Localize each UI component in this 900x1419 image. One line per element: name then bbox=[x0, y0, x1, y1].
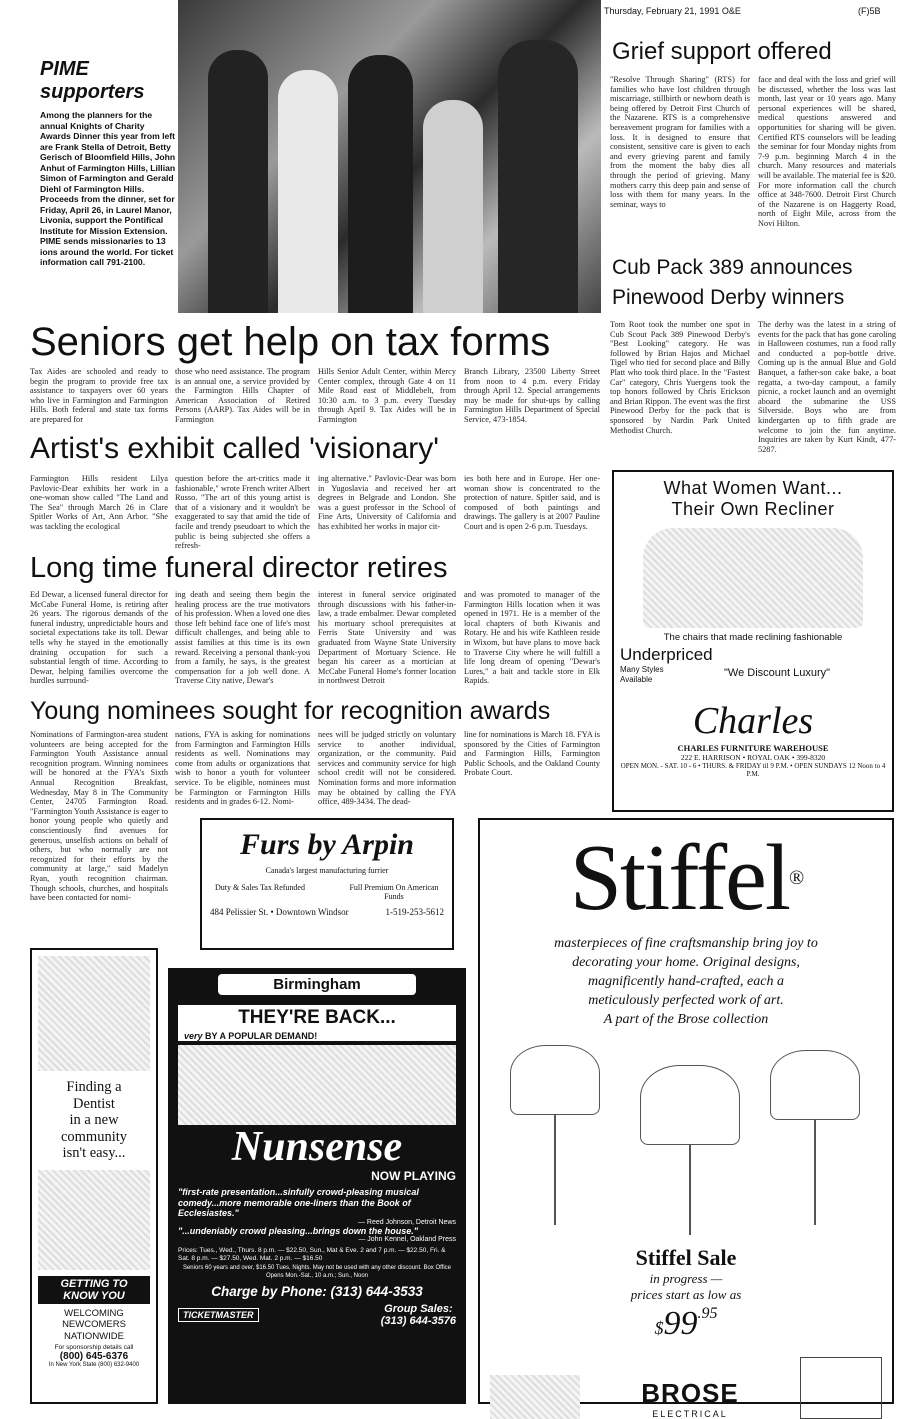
stiffel-ad bbox=[478, 818, 894, 1419]
birmingham-banner: Birmingham bbox=[218, 974, 416, 995]
stiffel-copy bbox=[490, 934, 882, 1029]
nunsense-group-1: Group Sales: bbox=[384, 1303, 453, 1315]
furs-services: Duty & Sales Tax Refunded bbox=[215, 883, 305, 892]
artist-col-4: ies both here and in Europe. Her one-woman show is concentrated to the protection of nature. Spitler said, and is composed of both paintings and drawings. The gallery is at 2007 Pauline Court and is open 2-6 p.m. Tuesdays. bbox=[464, 474, 600, 531]
stiffel-copy-1: masterpieces of fine craftsmanship bring joy to bbox=[554, 936, 818, 951]
artist-col-2: question before the art-critics made it fashionable," wrote French writer Albert Russo. "The art of this young artist is that of a visionary and it wouldn't be exaggerated to say that amid the tide of facile and trendy pseudoart to which the public is being subjected she offers a refresh- bbox=[175, 474, 310, 551]
funeral-col-1: Ed Dewar, a licensed funeral director for McCabe Funeral Home, is retiring after 26 years. The rigorous demands of the funeral industry, unpredictable hours and societal expectations take its toll. Dewar tells why he stayed in the emotionally draining occupation for such a substantial length of time. According to Dewar, helping families overcome the hurdles surround- bbox=[30, 590, 168, 686]
dentist-headline bbox=[38, 1079, 150, 1162]
dentist-line-2: Dentist bbox=[73, 1095, 115, 1112]
pime-headline-1: PIME bbox=[40, 58, 89, 80]
recliner-slogan: "We Discount Luxury" bbox=[724, 667, 831, 679]
dentist-tag-1: WELCOMING bbox=[64, 1307, 124, 1319]
cub-headline-1: Cub Pack 389 announces bbox=[612, 256, 853, 279]
nunsense-group-2: (313) 644-3576 bbox=[380, 1315, 456, 1327]
recliner-headline-1: What Women Want... bbox=[663, 478, 843, 498]
nunsense-quote-1-src: — Reed Johnson, Detroit News bbox=[357, 1218, 456, 1226]
cub-headline-2: Pinewood Derby winners bbox=[612, 286, 845, 309]
stiffel-sale-line-2: prices start as low as bbox=[630, 1287, 742, 1302]
nunsense-seniors: Seniors 60 years and over, $16.50 Tues. Nights. May not be used with any other discount. Box Office Opens Mon.-Sat., 10 a.m.; Sun., Noon bbox=[182, 1265, 452, 1279]
furs-line1: Canada's largest manufacturing furrier bbox=[265, 866, 389, 875]
dentist-tag-2: NEWCOMERS bbox=[62, 1319, 126, 1330]
cub-col-2: The derby was the latest in a string of events for the pack that has gone caroling in Halloween costumes, run a food rally and conducted a pop-bottle drive. Coming up is the annual Blue and Gold Banquet, a father-son cake bake, a boat regatta, a two-day campout, a family picnic, a rocket launch and an overnight aboard the submarine the USS Silverside. Boys who are from kindergarten up to fifth grade are welcome to join the fun anytime. Inquiries are taken by Kurt Kindt, 477-5287. bbox=[758, 320, 897, 454]
young-col-3: nees will be judged strictly on voluntary service to another individual, organization, or the community. Paid services and community service for high school credit will not be considered. Nomination forms and more information may be obtained by calling the FYA office, 489-3434. The dead- bbox=[318, 730, 456, 807]
stiffel-brand bbox=[490, 826, 882, 930]
brose-sub: ELECTRICAL bbox=[652, 1409, 728, 1419]
stiffel-trademark: ® bbox=[789, 867, 803, 889]
furs-phone: 1-519-253-5612 bbox=[385, 907, 444, 917]
nunsense-title: Nunsense bbox=[231, 1124, 403, 1170]
nunsense-headline: THEY'RE BACK... bbox=[178, 1005, 456, 1031]
dentist-phone: (800) 645-6376 bbox=[59, 1351, 129, 1362]
nunsense-charge: Charge by Phone: (313) 644-3533 bbox=[211, 1284, 423, 1299]
grief-headline: Grief support offered bbox=[612, 38, 832, 65]
recliner-headline-2: Their Own Recliner bbox=[671, 499, 835, 519]
dentist-sponsor: For sponsorship details call bbox=[54, 1344, 134, 1351]
seniors-col-1: Tax Aides are schooled and ready to begin the program to provide free tax assistance to taxpayers over 60 years who live in Farmington and Farmington Hills. Both federal and state tax forms are prepared for bbox=[30, 367, 168, 424]
recliner-address: 222 E. HARRISON • ROYAL OAK • 399-8320 bbox=[680, 753, 826, 762]
nunsense-sub bbox=[178, 1031, 456, 1041]
dentist-tag-3: NATIONWIDE bbox=[64, 1330, 124, 1342]
recliner-chair-image bbox=[643, 528, 863, 628]
furs-name: Furs by Arpin bbox=[240, 828, 414, 861]
funeral-col-3: interest in funeral service originated through discussions with his father-in-law, a trade embalmer. Dewar completed his mortuary school prerequisites at Ferris State University and was graduated from Wayne State University Department of Mortuary Science. He began his career as a mortician at McCabe Funeral Home's former location in northwest Detroit bbox=[318, 590, 456, 686]
gtky-line-1: GETTING TO bbox=[60, 1277, 128, 1290]
stiffel-copy-5: A part of the Brose collection bbox=[603, 1012, 769, 1027]
brose-logo: BROSE bbox=[641, 1378, 739, 1408]
pime-headline-2: supporters bbox=[40, 81, 145, 103]
grief-col-1: "Resolve Through Sharing" (RTS) for families who have lost children through miscarriage, stillbirth or newborn death is being offered by Detroit First Church of the Nazarene. RTS is a comprehensive bereavement program for families with a loss. It is designed to ensure that consistent, sensitive care is given to each and every grieving parent and family from the moment the baby dies all through the period of grieving. Many mothers carry this deep pain and sense of loss with them for many years. In the seminar, ways to bbox=[610, 75, 750, 209]
dentist-line-1: Finding a bbox=[66, 1079, 122, 1095]
nunsense-quote-2: "...undeniably crowd pleasing...brings down the house." bbox=[178, 1225, 419, 1236]
dentist-ny-phone: In New York State (800) 632-9400 bbox=[48, 1362, 140, 1368]
nunsense-prices: Prices: Tues., Wed., Thurs. 8 p.m. — $22.50, Sun., Mat & Eve. 2 and 7 p.m. — $22.50, Fri. & Sat. 8 p.m. — $27.50, Wed. Mat. 2 p.m. — $16.50 bbox=[178, 1247, 446, 1262]
young-col-1: Nominations of Farmington-area student volunteers are being accepted for the Farmington Youth Assistance annual recognition program. Winning nominees will be honored at the FYA's Sixth Annual Recognition Breakfast, Wednesday, May 8 in The Community Center, 24705 Farmington Road. "Farmington Youth Assistance is eager to honor young people who quietly and conscientiously find avenues for generous, unselfish actions on behalf of others, but who normally are not recognized for their efforts by the community at large," said Madelyn Ryan, youth recognition chairman. Though schools, churches, and hospitals have been contacted for nomi- bbox=[30, 730, 168, 903]
recliner-tagline: The chairs that made reclining fashionable bbox=[663, 632, 843, 643]
seniors-col-4: Branch Library, 23500 Liberty Street from noon to 4 p.m. every Friday through April 12. Special arrangements may be made for shut-ups by calling Farmington Hills Department of Special Service, 473-1854. bbox=[464, 367, 600, 424]
getting-to-know-you-logo bbox=[38, 1276, 150, 1304]
furs-currency: Full Premium On American Funds bbox=[349, 883, 439, 901]
stiffel-sale-line-1: in progress — bbox=[649, 1271, 723, 1286]
funeral-col-2: ing death and seeing them begin the healing process are the true motivators of his profession. When a loved one dies those left behind face one of life's most difficult challenges, and being able to assist families at this time is its own reward. Receiving a personal thank-you from a family, he says, is the greatest compensation for a job well done. A Traverse City native, Dewar's bbox=[175, 590, 310, 686]
artist-col-3: ing alternative." Pavlovic-Dear was born in Yugoslavia and received her art degrees in Belgrade and London. She was a guest professor in the School of Fine Arts, University of California and has exhibited her works in major cit- bbox=[318, 474, 456, 531]
nunsense-quote-1: "first-rate presentation...sinfully crowd-pleasing musical comedy...more memorable one-liners than the Book of Ecclesiastes." bbox=[178, 1187, 419, 1218]
recliner-styles: Many Styles Available bbox=[620, 665, 664, 684]
pime-caption-block bbox=[40, 58, 176, 298]
artist-headline: Artist's exhibit called 'visionary' bbox=[30, 432, 439, 465]
artist-col-1: Farmington Hills resident Lilya Pavlovic-Dear exhibits her work in a one-woman show called "The Land and The Sea" through March 26 in Clare Spitler Works of Art, Ann Arbor. "She was tackling the ecological bbox=[30, 474, 168, 531]
nunsense-quote-2-src: — John Kennel, Oakland Press bbox=[358, 1236, 456, 1243]
dateline: Thursday, February 21, 1991 O&E bbox=[604, 6, 741, 16]
stiffel-copy-4: meticulously perfected work of art. bbox=[588, 993, 784, 1008]
nunsense-sub-very: very bbox=[184, 1031, 203, 1041]
stiffel-footer bbox=[490, 1357, 882, 1419]
stiffel-lamps-illustration bbox=[490, 1035, 882, 1245]
recliner-ad bbox=[612, 470, 894, 812]
funeral-col-4: and was promoted to manager of the Farmington Hills location when it was opened in 1971. He is a member of the local chapters of both Kiwanis and Rotary. He and his wife Kathleen reside in Wixom, but have plans to move back to Traverse City where he will fulfill a life long dream of opening "Dewar's Lures," a bait and tackle store in Elk Rapids. bbox=[464, 590, 600, 686]
pime-photo-figures bbox=[178, 0, 601, 313]
furs-address: 484 Pelissier St. • Downtown Windsor bbox=[210, 907, 349, 917]
dentist-line-4: community bbox=[60, 1128, 128, 1145]
recliner-underpriced: Underpriced bbox=[620, 645, 713, 664]
stiffel-price bbox=[490, 1305, 882, 1343]
stiffel-brand-text: Stiffel bbox=[569, 826, 790, 930]
young-col-4: line for nominations is March 18. FYA is sponsored by the Cities of Farmington and Farmington Hills, Farmington Public Schools, and the Oakland County Probate Court. bbox=[464, 730, 600, 778]
stiffel-lamp-post-illustration bbox=[490, 1375, 580, 1419]
seniors-col-3: Hills Senior Adult Center, within Mercy Center complex, through Gate 4 on 11 Mile Road east of Middlebelt, from 10:30 a.m. to 3 p.m. every Tuesday through April 9. Tax Aides will be in Farmington bbox=[318, 367, 456, 424]
dentist-body-text bbox=[38, 1170, 150, 1270]
dentist-ad bbox=[30, 948, 158, 1404]
seniors-headline: Seniors get help on tax forms bbox=[30, 320, 551, 364]
nunsense-ad bbox=[168, 968, 466, 1404]
dentist-line-3: in a new bbox=[69, 1112, 119, 1128]
dentist-photo bbox=[38, 956, 150, 1071]
recliner-hours: OPEN MON. - SAT. 10 - 6 • THURS. & FRIDAY til 9 P.M. • OPEN SUNDAYS 12 Noon to 4 P.M. bbox=[620, 762, 886, 778]
cub-col-1: Tom Root took the number one spot in Cub Scout Pack 389 Pinewood Derby's "Best Looking" category. He was followed by Brian Hajos and Michael Tigel who tied for second place and Billy Platt who took third place. In the "Fastest Car" category, Chris Yuergens took the top honors followed by Chris Erickson and Brian Rippon. The event was the first Pinewood Derby for the pack that is sponsored by Nardin Park United Methodist Church. bbox=[610, 320, 750, 435]
page-number: (F)5B bbox=[858, 6, 881, 16]
seniors-col-2: those who need assistance. The program is an annual one, a service provided by the Farmington Hills Chapter of American Association of Retired Persons (AARP). Tax Aides will be in Farmington bbox=[175, 367, 310, 424]
stiffel-map bbox=[800, 1357, 882, 1419]
gtky-line-2: KNOW YOU bbox=[63, 1289, 125, 1302]
dentist-line-5: isn't easy... bbox=[62, 1145, 126, 1161]
nunsense-now-playing: NOW PLAYING bbox=[371, 1169, 456, 1183]
furs-ad bbox=[200, 818, 454, 950]
funeral-headline: Long time funeral director retires bbox=[30, 552, 448, 584]
grief-col-2: face and deal with the loss and grief will be discussed, whether the loss was last month, last year or 10 years ago. Many personal experiences will be shared, medical questions answered and opportunities for sharing will be given. Certified RTS counselors will be leading the seminar for four Monday nights from 7-9 p.m. beginning March 4 in the church. Many resources and materials will be available. The material fee is $20. For more information call the church office at 348-7600. Detroit First Church of the Nazarene is on Haggerty Road, north of Eight Mile, across from the Novi Hilton. bbox=[758, 75, 896, 228]
nuns-illustration bbox=[178, 1045, 456, 1125]
recliner-store: CHARLES FURNITURE WAREHOUSE bbox=[677, 743, 829, 753]
stiffel-price-cents: .95 bbox=[697, 1305, 718, 1322]
stiffel-price-dollar: $ bbox=[654, 1318, 664, 1338]
stiffel-copy-2: decorating your home. Original designs, bbox=[572, 955, 800, 970]
pime-caption: Among the planners for the annual Knights of Charity Awards Dinner this year from left are Frank Stella of Detroit, Betty Gerisch of Bloomfield Hills, John Anhut of Farmington Hills, Lillian Simon of Farmington and Gerald Diehl of Farmington Hills. Proceeds from the dinner, set for Friday, April 26, in Laurel Manor, Livonia, support the Pontifical Institute for Mission Extension. PIME sends missionaries to 13 ions around the world. For ticket information call 791-2100. bbox=[40, 110, 176, 267]
nunsense-sub-demand: BY A POPULAR DEMAND! bbox=[205, 1031, 318, 1041]
stiffel-sale-title: Stiffel Sale bbox=[635, 1245, 737, 1270]
recliner-signature: Charles bbox=[692, 700, 814, 742]
ticketmaster-logo: TICKETMASTER bbox=[178, 1308, 259, 1322]
young-col-2: nations, FYA is asking for nominations from Farmington and Farmington Hills residents as well. Nominations may come from adults or organizations that wish to honor a youth for volunteer service. To be eligible, nominees must be Farmington or Farmington Hills residents and in grades 6-12. Nomi- bbox=[175, 730, 310, 807]
stiffel-copy-3: magnificently hand-crafted, each a bbox=[588, 974, 784, 989]
stiffel-price-main: 99 bbox=[663, 1305, 698, 1342]
young-headline: Young nominees sought for recognition awards bbox=[30, 697, 551, 725]
